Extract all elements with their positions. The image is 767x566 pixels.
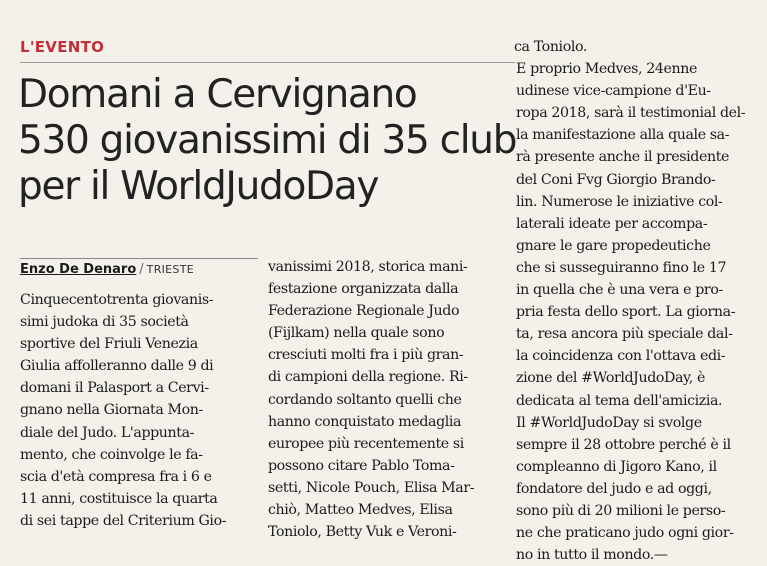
column-text-line: fondatore del judo e ad oggi, bbox=[516, 480, 712, 497]
column-text-line: rà presente anche il presidente bbox=[516, 149, 729, 166]
column-text-line: compleanno di Jigoro Kano, il bbox=[516, 458, 717, 475]
byline-place: TRIESTE bbox=[146, 263, 194, 276]
column-text-line: 11 anni, costituisce la quarta bbox=[20, 490, 218, 507]
headline-line: 530 giovanissimi di 35 club bbox=[18, 118, 517, 163]
column-text-line: setti, Nicole Pouch, Elisa Mar- bbox=[268, 479, 475, 496]
column-text-line: cordando soltanto quelli che bbox=[268, 391, 462, 408]
column-text-line: europee più recentemente si bbox=[268, 435, 464, 452]
column-text-line: E proprio Medves, 24enne bbox=[516, 61, 697, 78]
article-column-1 bbox=[20, 289, 260, 532]
column-text-line: in quella che è una vera e pro- bbox=[516, 282, 723, 299]
column-text-line: zione del #WorldJudoDay, è bbox=[516, 370, 705, 387]
column-text-line: domani il Palasport a Cervi- bbox=[20, 380, 209, 397]
column-text-line: gnano nella Giornata Mon- bbox=[20, 402, 203, 419]
column-text-line: la manifestazione alla quale sa- bbox=[516, 127, 730, 144]
column-text-line: del Coni Fvg Giorgio Brando- bbox=[516, 171, 716, 188]
column-text-line: no in tutto il mondo.— bbox=[516, 547, 668, 564]
column-text-line: ta, resa ancora più speciale dal- bbox=[516, 326, 733, 343]
article-headline bbox=[18, 72, 518, 210]
column-text-line: laterali ideate per accompa- bbox=[516, 215, 708, 232]
column-text-line: simi judoka di 35 società bbox=[20, 314, 189, 331]
byline bbox=[20, 262, 194, 277]
column-text-line: Cinquecentotrenta giovanis- bbox=[20, 292, 214, 308]
byline-divider bbox=[20, 258, 258, 259]
column-text-line: Il #WorldJudoDay si svolge bbox=[516, 414, 702, 431]
column-text-line: vanissimi 2018, storica mani- bbox=[268, 259, 468, 275]
column-text-line: possono citare Pablo Toma- bbox=[268, 457, 455, 474]
column-text-line: udinese vice-campione d'Eu- bbox=[516, 83, 711, 100]
column-text-line: di sei tappe del Criterium Gio- bbox=[20, 512, 227, 529]
column-text-line: hanno conquistato medaglia bbox=[268, 413, 462, 430]
column-text-line: mento, che coinvolge le fa- bbox=[20, 446, 203, 463]
column-text-line: dedicata al tema dell'amicizia. bbox=[516, 392, 723, 409]
column-text-line: ropa 2018, sarà il testimonial del- bbox=[516, 105, 746, 122]
author-name: Enzo De Denaro bbox=[20, 262, 137, 277]
article-column-3 bbox=[516, 36, 754, 566]
column-text-line: gnare le gare propedeutiche bbox=[516, 237, 711, 254]
column-text-line: Federazione Regionale Judo bbox=[268, 303, 460, 320]
column-text-line: che si susseguiranno fino le 17 bbox=[516, 259, 727, 276]
column-text-line: la coincidenza con l'ottava edi- bbox=[516, 348, 726, 365]
column-text-line: chiò, Matteo Medves, Elisa bbox=[268, 502, 453, 519]
column-text-line: sempre il 28 ottobre perché è il bbox=[516, 436, 731, 453]
column-text-line: festazione organizzata dalla bbox=[268, 281, 459, 298]
column-text-line: ca Toniolo. bbox=[514, 39, 587, 55]
byline-separator: / bbox=[139, 262, 144, 277]
column-text-line: scia d'età compresa fra i 6 e bbox=[20, 468, 212, 485]
column-text-line: Toniolo, Betty Vuk e Veroni- bbox=[268, 524, 457, 541]
headline-line: Domani a Cervignano bbox=[18, 72, 417, 117]
kicker-divider bbox=[20, 62, 515, 63]
column-text-line: lin. Numerose le iniziative col- bbox=[516, 193, 723, 210]
headline-line: per il WorldJudoDay bbox=[18, 164, 379, 209]
column-text-line: (Fijlkam) nella quale sono bbox=[268, 325, 445, 342]
article-column-2 bbox=[268, 256, 506, 543]
column-text-line: ne che praticano judo ogni gior- bbox=[516, 525, 734, 542]
column-text-line: cresciuti molti fra i più gran- bbox=[268, 347, 464, 364]
column-text-line: sono più di 20 milioni le perso- bbox=[516, 502, 726, 519]
column-text-line: di campioni della regione. Ri- bbox=[268, 369, 468, 386]
column-text-line: pria festa dello sport. La giorna- bbox=[516, 304, 736, 321]
column-text-line: Giulia affolleranno dalle 9 di bbox=[20, 358, 214, 375]
column-text-line: diale del Judo. L'appunta- bbox=[20, 424, 195, 441]
column-text-line: sportive del Friuli Venezia bbox=[20, 336, 198, 353]
section-kicker: L'EVENTO bbox=[20, 38, 105, 56]
